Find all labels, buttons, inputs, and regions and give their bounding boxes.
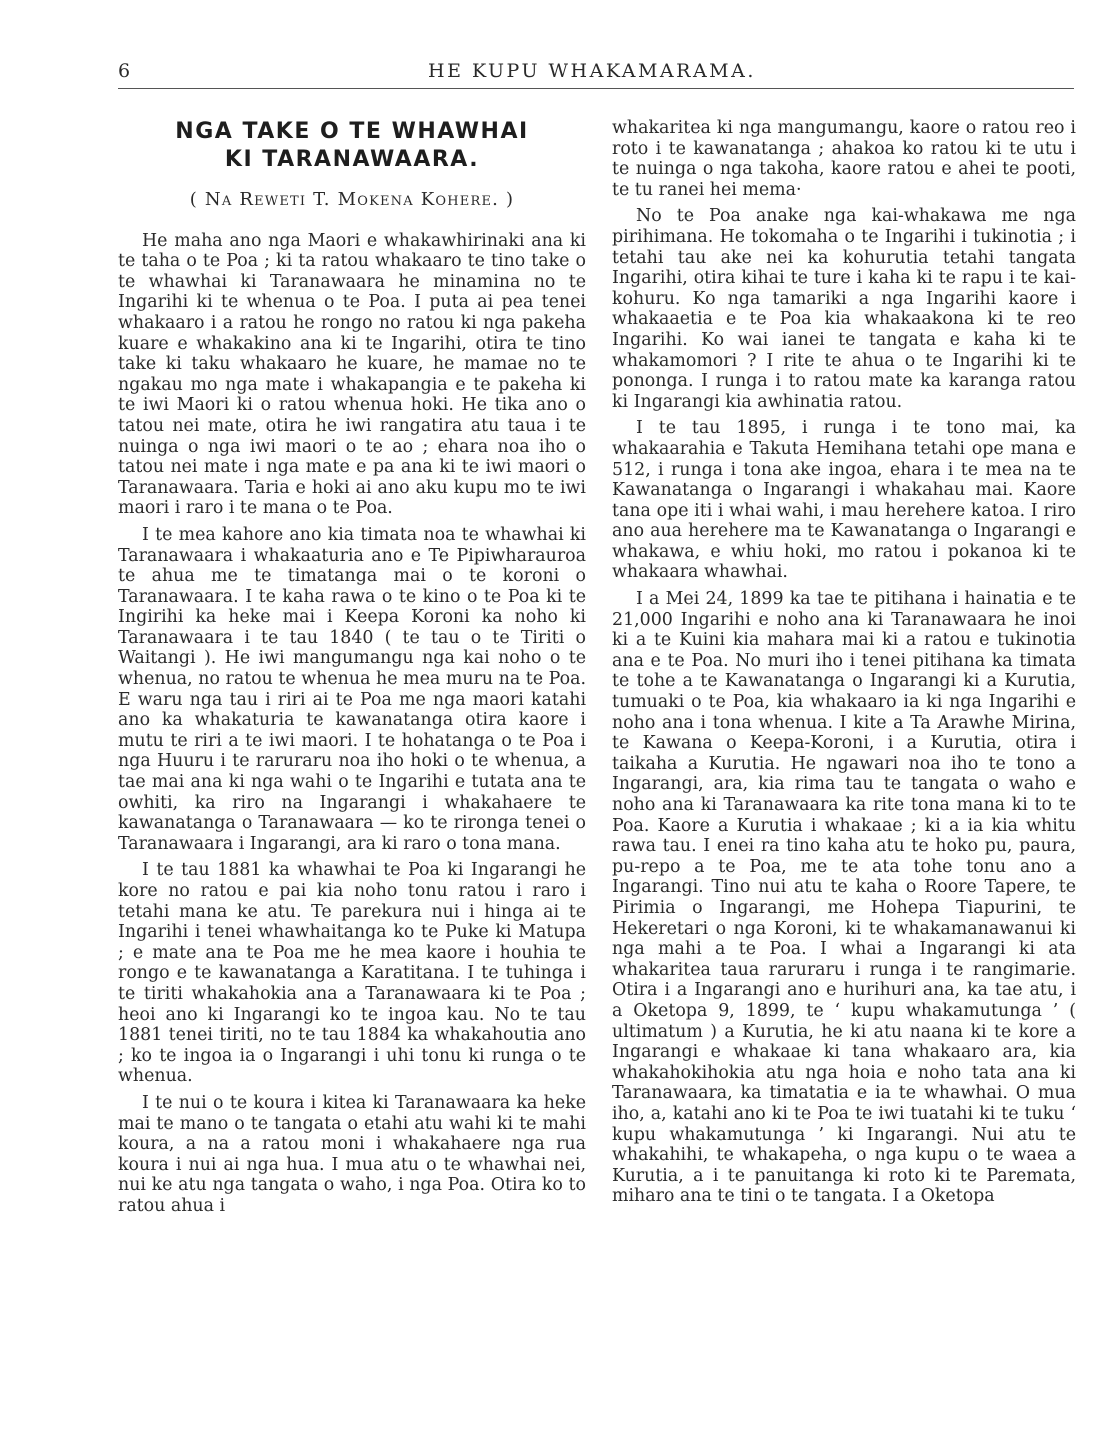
- paragraph: I te tau 1881 ka whawhai te Poa ki Ingarangi he kore no ratou e pai kia noho tonu ratou i raro i tetahi mana ke atu. Te parekura nui i hinga ai te Ingarihi i tenei whawhaitanga ko te Puke ki Matupa ; e mate ana te Poa me he mea kaore i houhia te rongo e te kawanatanga a Karatitana. I te tuhinga i te tiriti whakahokia ana a Taranawaara ki te Poa ; heoi ano ki Ingarangi ko te ingoa kau. No te tau 1881 tenei tiriti, no te tau 1884 ka whakahoutia ano ; ko te ingoa ia o Ingarangi i uhi tonu ki runga o te whenua.: [118, 860, 586, 1087]
- header-rule: [118, 88, 1074, 89]
- paragraph: I te nui o te koura i kitea ki Taranawaara ka heke mai te mano o te tangata o etahi atu wahi ki te mahi koura, a na a ratou moni i whakahaere nga rua koura i nui ai nga hua. I mua atu o te whawhai nei, nui ke atu nga tangata o waho, i nga Poa. Otira ko to ratou ahua i: [118, 1092, 586, 1216]
- page-number: 6: [118, 60, 132, 82]
- paragraph: I a Mei 24, 1899 ka tae te pitihana i hainatia e te 21,000 Ingarihi e noho ana ki Taranawaara he inoi ki a te Kuini kia mahara mai ki a ratou e tukinotia ana e te Poa. No muri iho i tenei pitihana ka timata te tohe a te Kawanatanga o Ingarangi ki a Kurutia, tumuaki o te Poa, kia whakaaro ia ki nga Ingarihi e noho ana i tona whenua. I kite a Ta Arawhe Mirina, te Kawana o Keepa-Koroni, i a Kurutia, otira i taikaha a Kurutia. He ngawari noa iho te tono a Ingarangi, ara, kia rima tau te tangata o waho e noho ana ki Taranawaara ka rite tona mana ki to te Poa. Kaore a Kurutia i whakaae ; ki a ia kia whitu rawa tau. I enei ra tino kaha atu te hoko pu, paura, pu-repo a te Poa, me te ata tohe tonu ano a Ingarangi. Tino nui atu te kaha o Roore Tapere, te Pirimia o Ingarangi, me Hohepa Tiapurini, te Hekeretari o nga Koroni, ki te whakamanawanui ki nga mahi a te Poa. I whai a Ingarangi ki ata whakaritea taua raruraru i runga i te rangimarie. Otira i a Ingarangi ano e hurihuri ana, ka tae atu, i a Oketopa 9, 1899, te ‘ kupu whakamutunga ’ ( ultimatum ) a Kurutia, he ki atu naana ki te kore a Ingarangi e whakaae ki tana whakaaro ara, kia whakahokihokia atu nga hoia e noho tata ana ki Taranawaara, ka timatatia e ia te whawhai. O mua iho, a, katahi ano ki te Poa te iwi tuatahi ki te tuku ‘ kupu whakamutunga ’ ki Ingarangi. Nui atu te whakahihi, te whakapeha, o nga kupu o te waea a Kurutia, a i te panuitanga ki roto ki te Paremata, miharo ana te tini o te tangata. I a Oketopa: [612, 589, 1076, 1207]
- running-title: HE KUPU WHAKAMARAMA.: [428, 60, 756, 82]
- byline-close-paren: ): [499, 189, 515, 210]
- paragraph: He maha ano nga Maori e whakawhirinaki ana ki te taha o te Poa ; ki ta ratou whakaaro te tino take o te whawhai ki Taranawaara he minamina no te Ingarihi ki te whenua o te Poa. I puta ai pea tenei whakaaro i a ratou he rongo no ratou ki nga pakeha kuare e whakakino ana ki te Ingarihi, otira te tino take ki taku whakaaro he kuare, he mamae no te ngakau mo nga mate i whakapangia e te pakeha ki te iwi Maori ki o ratou whenua hoki. He tika ano o tatou nei mate, otira he iwi rangatira atu taua i te nuinga o nga iwi maori o te ao ; ehara noa iho o tatou nei mate i nga mate e pa ana ki te iwi maori o Taranawaara. Taria e hoki ai ano aku kupu mo te iwi maori i raro i te mana o te Poa.: [118, 230, 586, 519]
- paragraph: I te mea kahore ano kia timata noa te whawhai ki Taranawaara i whakaaturia ano e Te Pipiwharauroa te ahua me te timatanga mai o te koroni o Taranawaara. I te kaha rawa o te kino o te Poa ki te Ingirihi ka heke mai i Keepa Koroni ka noho ki Taranawaara i te tau 1840 ( te tau o te Tiriti o Waitangi ). He iwi mangumangu nga kai noho o te whenua, no ratou te whenua he mea muru na te Poa. E waru nga tau i riri ai te Poa me nga maori katahi ano ka whakaturia te kawanatanga otira kaore i mutu te riri a te iwi maori. I te hohatanga o te Poa i nga Huuru i te raruraru noa iho hoki o te whenua, a tae mai ana ki nga wahi o te Ingarihi e tutata ana te owhiti, ka riro na Ingarangi i whakahaere te kawanatanga o Taranawaara — ko te rironga tenei o Taranawaara i Ingarangi, ara ki raro o tona mana.: [118, 524, 586, 854]
- page-header: [118, 60, 1074, 84]
- article-byline: [118, 190, 586, 211]
- byline-author: Na Reweti T. Mokena Kohere.: [204, 189, 500, 210]
- paragraph-continued: whakaritea ki nga mangumangu, kaore o ratou reo i roto i te kawanatanga ; ahakoa ko ratou ki te utu i te nuinga o nga takoha, kaore ratou e ahei te pooti, te tu ranei hei mema·: [612, 118, 1076, 200]
- right-column: [612, 118, 1076, 1213]
- article-title-line-2: KI TARANAWAARA.: [224, 147, 480, 172]
- paragraph: No te Poa anake nga kai-whakawa me nga pirihimana. He tokomaha o te Ingarihi i tukinotia ; i tetahi tau ake nei ka kohurutia tetahi tangata Ingarihi, otira kihai te ture i kaha ki te rapu i te kai-kohuru. Ko nga tamariki a nga Ingarihi kaore i whakaaetia e te Poa kia whakaakona ki te reo Ingarihi. Ko wai ianei te tangata e kaha ki te whakamomori ? I rite te ahua o te Ingarihi ki te pononga. I runga i to ratou mate ka karanga ratou ki Ingarangi kia awhinatia ratou.: [612, 206, 1076, 412]
- article-title-line-1: NGA TAKE O TE WHAWHAI: [175, 119, 529, 144]
- byline-open-paren: (: [189, 189, 205, 210]
- left-column: [118, 114, 586, 1223]
- paragraph: I te tau 1895, i runga i te tono mai, ka whakaarahia e Takuta Hemihana tetahi ope mana e 512, i runga i tona ake ingoa, ehara i te mea na te Kawanatanga o Ingarangi i whakahau mai. Kaore tana ope iti i whai wahi, i mau herehere katoa. I riro ano aua herehere ma te Kawanatanga o Ingarangi e whakawa, e whiu hoki, mo ratou i pokanoa ki te whakaara whawhai.: [612, 418, 1076, 583]
- article-title: [118, 118, 586, 174]
